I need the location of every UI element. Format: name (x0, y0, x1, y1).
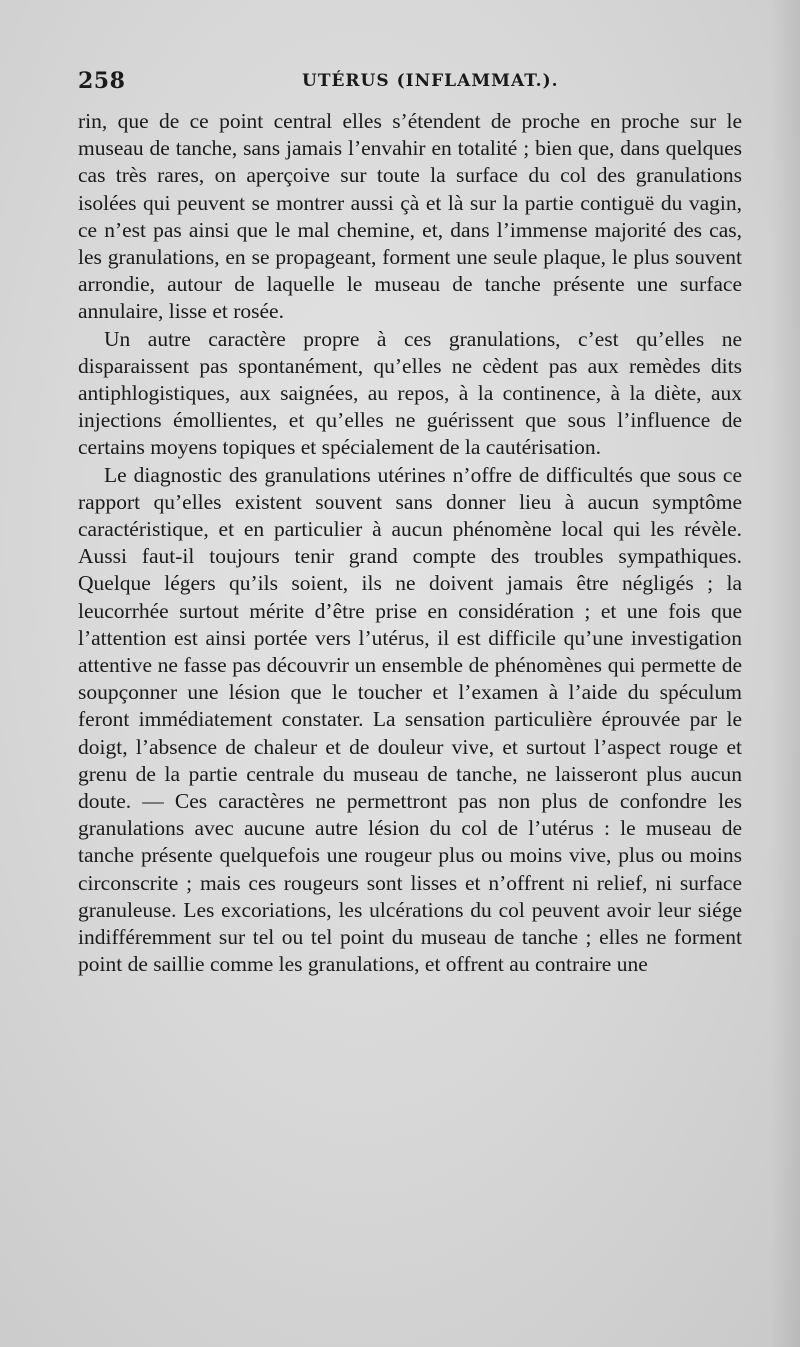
running-head: UTÉRUS (INFLAMMAT.). (302, 71, 559, 91)
paragraph: Le diagnostic des granulations utérines n’offre de difficultés que sous ce rapport qu’elles existent souvent sans donner lieu à aucun symptôme caractéristique, et en particulier à aucun phénomène local qui les révèle. Aussi faut-il toujours tenir grand compte des troubles sympathiques. Quelque légers qu’ils soient, ils ne doivent jamais être négligés ; la leucorrhée surtout mérite d’être prise en considération ; et une fois que l’attention est ainsi portée vers l’utérus, il est difficile qu’une investigation attentive ne fasse pas découvrir un ensemble de phénomènes qui permette de soupçonner une lésion que le toucher et l’examen à l’aide du spéculum feront immédiatement constater. La sensation particulière éprouvée par le doigt, l’absence de chaleur et de douleur vive, et surtout l’aspect rouge et grenu de la partie centrale du museau de tanche, ne laisseront plus aucun doute. — Ces caractères ne permettront pas non plus de confondre les granulations avec aucune autre lésion du col de l’utérus : le museau de tanche présente quelquefois une rougeur plus ou moins vive, plus ou moins circonscrite ; mais ces rougeurs sont lisses et n’offrent ni relief, ni surface granuleuse. Les excoriations, les ulcérations du col peuvent avoir leur siége indifféremment sur tel ou tel point du museau de tanche ; elles ne forment point de saillie comme les granulations, et offrent au contraire une (78, 462, 742, 977)
paragraph-continued: rin, que de ce point central elles s’étendent de proche en proche sur le museau de tanche, sans jamais l’envahir en totalité ; bien que, dans quelques cas très rares, on aperçoive sur toute la surface du col des granulations isolées qui peuvent se montrer aussi çà et là sur la partie contiguë du vagin, ce n’est pas ainsi que le mal chemine, et, dans l’immense majorité des cas, les granulations, en se propageant, forment une seule plaque, le plus souvent arrondie, autour de laquelle le museau de tanche présente une surface annulaire, lisse et rosée. (78, 109, 742, 324)
page-edge-shadow (770, 0, 800, 1347)
page-header (78, 68, 746, 102)
body-text (78, 108, 742, 979)
page-number: 258 (78, 68, 126, 94)
paragraph: Un autre caractère propre à ces granulations, c’est qu’elles ne disparaissent pas spontanément, qu’elles ne cèdent pas aux remèdes dits antiphlogistiques, aux saignées, au repos, à la continence, à la diète, aux injections émollientes, et qu’elles ne guérissent que sous l’influence de certains moyens topiques et spécialement de la cautérisation. (78, 326, 742, 460)
